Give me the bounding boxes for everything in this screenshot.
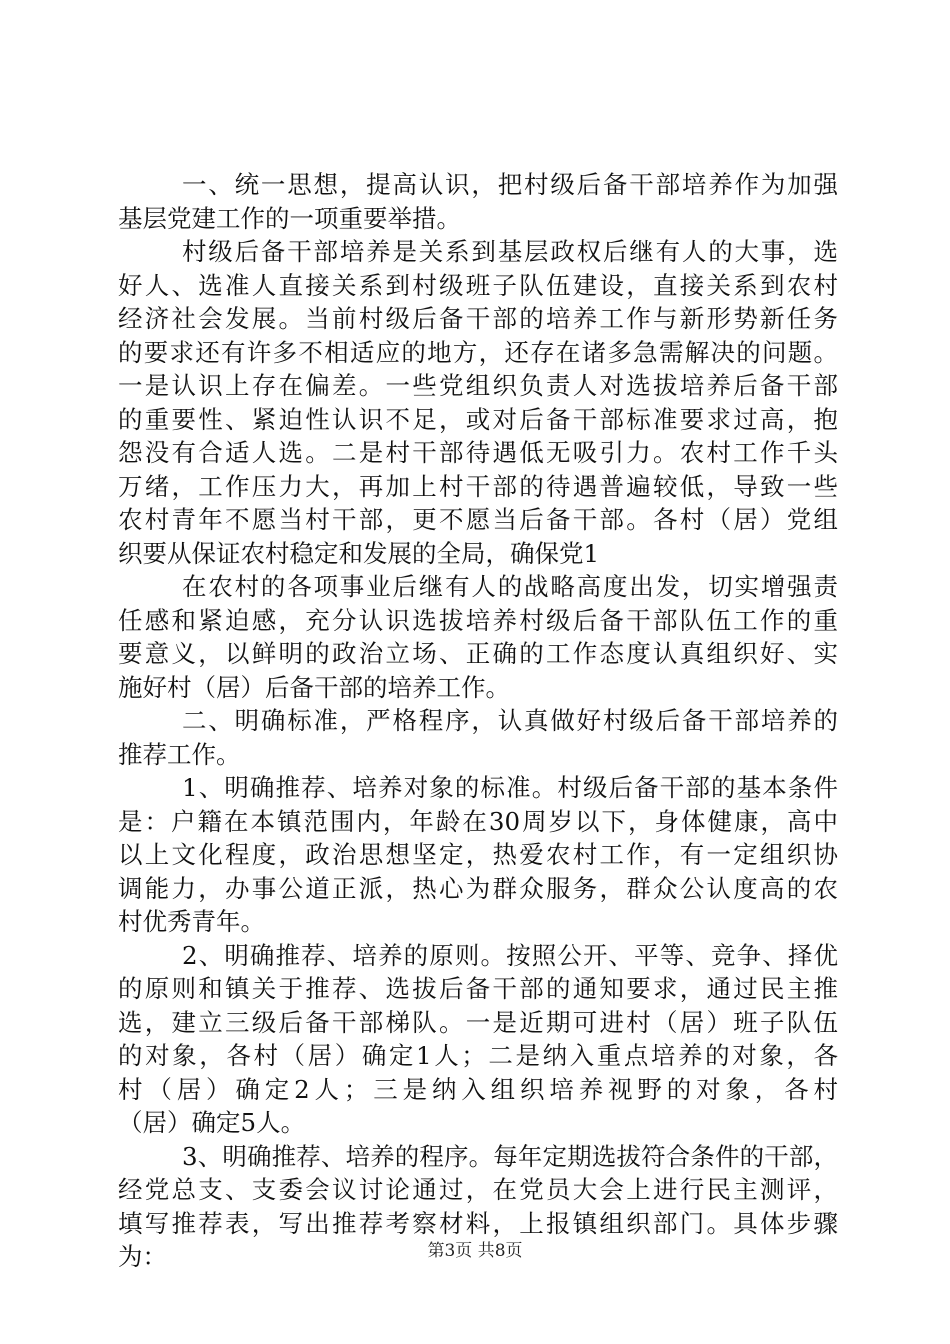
text-line: 经济社会发展。当前村级后备干部的培养工作与新形势新任务	[118, 304, 838, 333]
text-line: 的重要性、紧迫性认识不足，或对后备干部标准要求过高，抱	[118, 404, 838, 434]
text-line: 农村青年不愿当村干部，更不愿当后备干部。各村（居）党组	[118, 505, 838, 534]
text-line: 基层党建工作的一项重要举措。	[118, 203, 461, 233]
text-line: 的对象，各村（居）确定1人；二是纳入重点培养的对象，各	[118, 1041, 838, 1070]
text-line: 二、明确标准，严格程序，认真做好村级后备干部培养的	[182, 706, 838, 735]
text-line: 为：	[118, 1242, 167, 1271]
text-line: 1、明确推荐、培养对象的标准。村级后备干部的基本条件	[182, 773, 838, 802]
text-line: 村级后备干部培养是关系到基层政权后继有人的大事，选	[182, 237, 838, 266]
text-line: 要意义，以鲜明的政治立场、正确的工作态度认真组织好、实	[118, 639, 838, 668]
text-line: 怨没有合适人选。二是村干部待遇低无吸引力。农村工作千头	[118, 438, 838, 467]
text-line: 3、明确推荐、培养的程序。每年定期选拔符合条件的干部，	[182, 1141, 838, 1171]
text-line: 任感和紧迫感，充分认识选拔培养村级后备干部队伍工作的重	[118, 605, 838, 635]
text-line: 填写推荐表，写出推荐考察材料，上报镇组织部门。具体步骤	[118, 1208, 838, 1238]
text-line: 调能力，办事公道正派，热心为群众服务，群众公认度高的农	[118, 873, 838, 903]
text-line: 的原则和镇关于推荐、选拔后备干部的通知要求，通过民主推	[118, 974, 838, 1003]
text-line: （居）确定5人。	[118, 1108, 306, 1137]
text-line: 万绪，工作压力大，再加上村干部的待遇普遍较低，导致一些	[118, 471, 838, 501]
text-line: 以上文化程度，政治思想坚定，热爱农村工作，有一定组织协	[118, 840, 838, 869]
text-line: 推荐工作。	[118, 739, 241, 769]
text-line: 一、统一思想，提高认识，把村级后备干部培养作为加强	[182, 170, 838, 199]
text-line: 一是认识上存在偏差。一些党组织负责人对选拔培养后备干部	[118, 371, 838, 400]
page-footer: 第3页 共8页	[427, 1241, 523, 1261]
document-body	[118, 168, 838, 1274]
text-line: 经党总支、支委会议讨论通过，在党员大会上进行民主测评，	[118, 1175, 838, 1204]
text-line: 的要求还有许多不相适应的地方，还存在诸多急需解决的问题。	[118, 337, 838, 367]
text-line: 村（居）确定2人；三是纳入组织培养视野的对象，各村	[118, 1074, 838, 1104]
text-line: 村优秀青年。	[118, 907, 265, 936]
text-line: 在农村的各项事业后继有人的战略高度出发，切实增强责	[182, 572, 838, 601]
text-line: 好人、选准人直接关系到村级班子队伍建设，直接关系到农村	[118, 270, 838, 300]
text-line: 织要从保证农村稳定和发展的全局，确保党1	[118, 538, 600, 568]
text-line: 施好村（居）后备干部的培养工作。	[118, 672, 510, 702]
text-line: 选，建立三级后备干部梯队。一是近期可进村（居）班子队伍	[118, 1007, 838, 1037]
text-line: 是：户籍在本镇范围内，年龄在30周岁以下，身体健康，高中	[118, 806, 838, 836]
text-line: 2、明确推荐、培养的原则。按照公开、平等、竞争、择优	[182, 940, 838, 970]
